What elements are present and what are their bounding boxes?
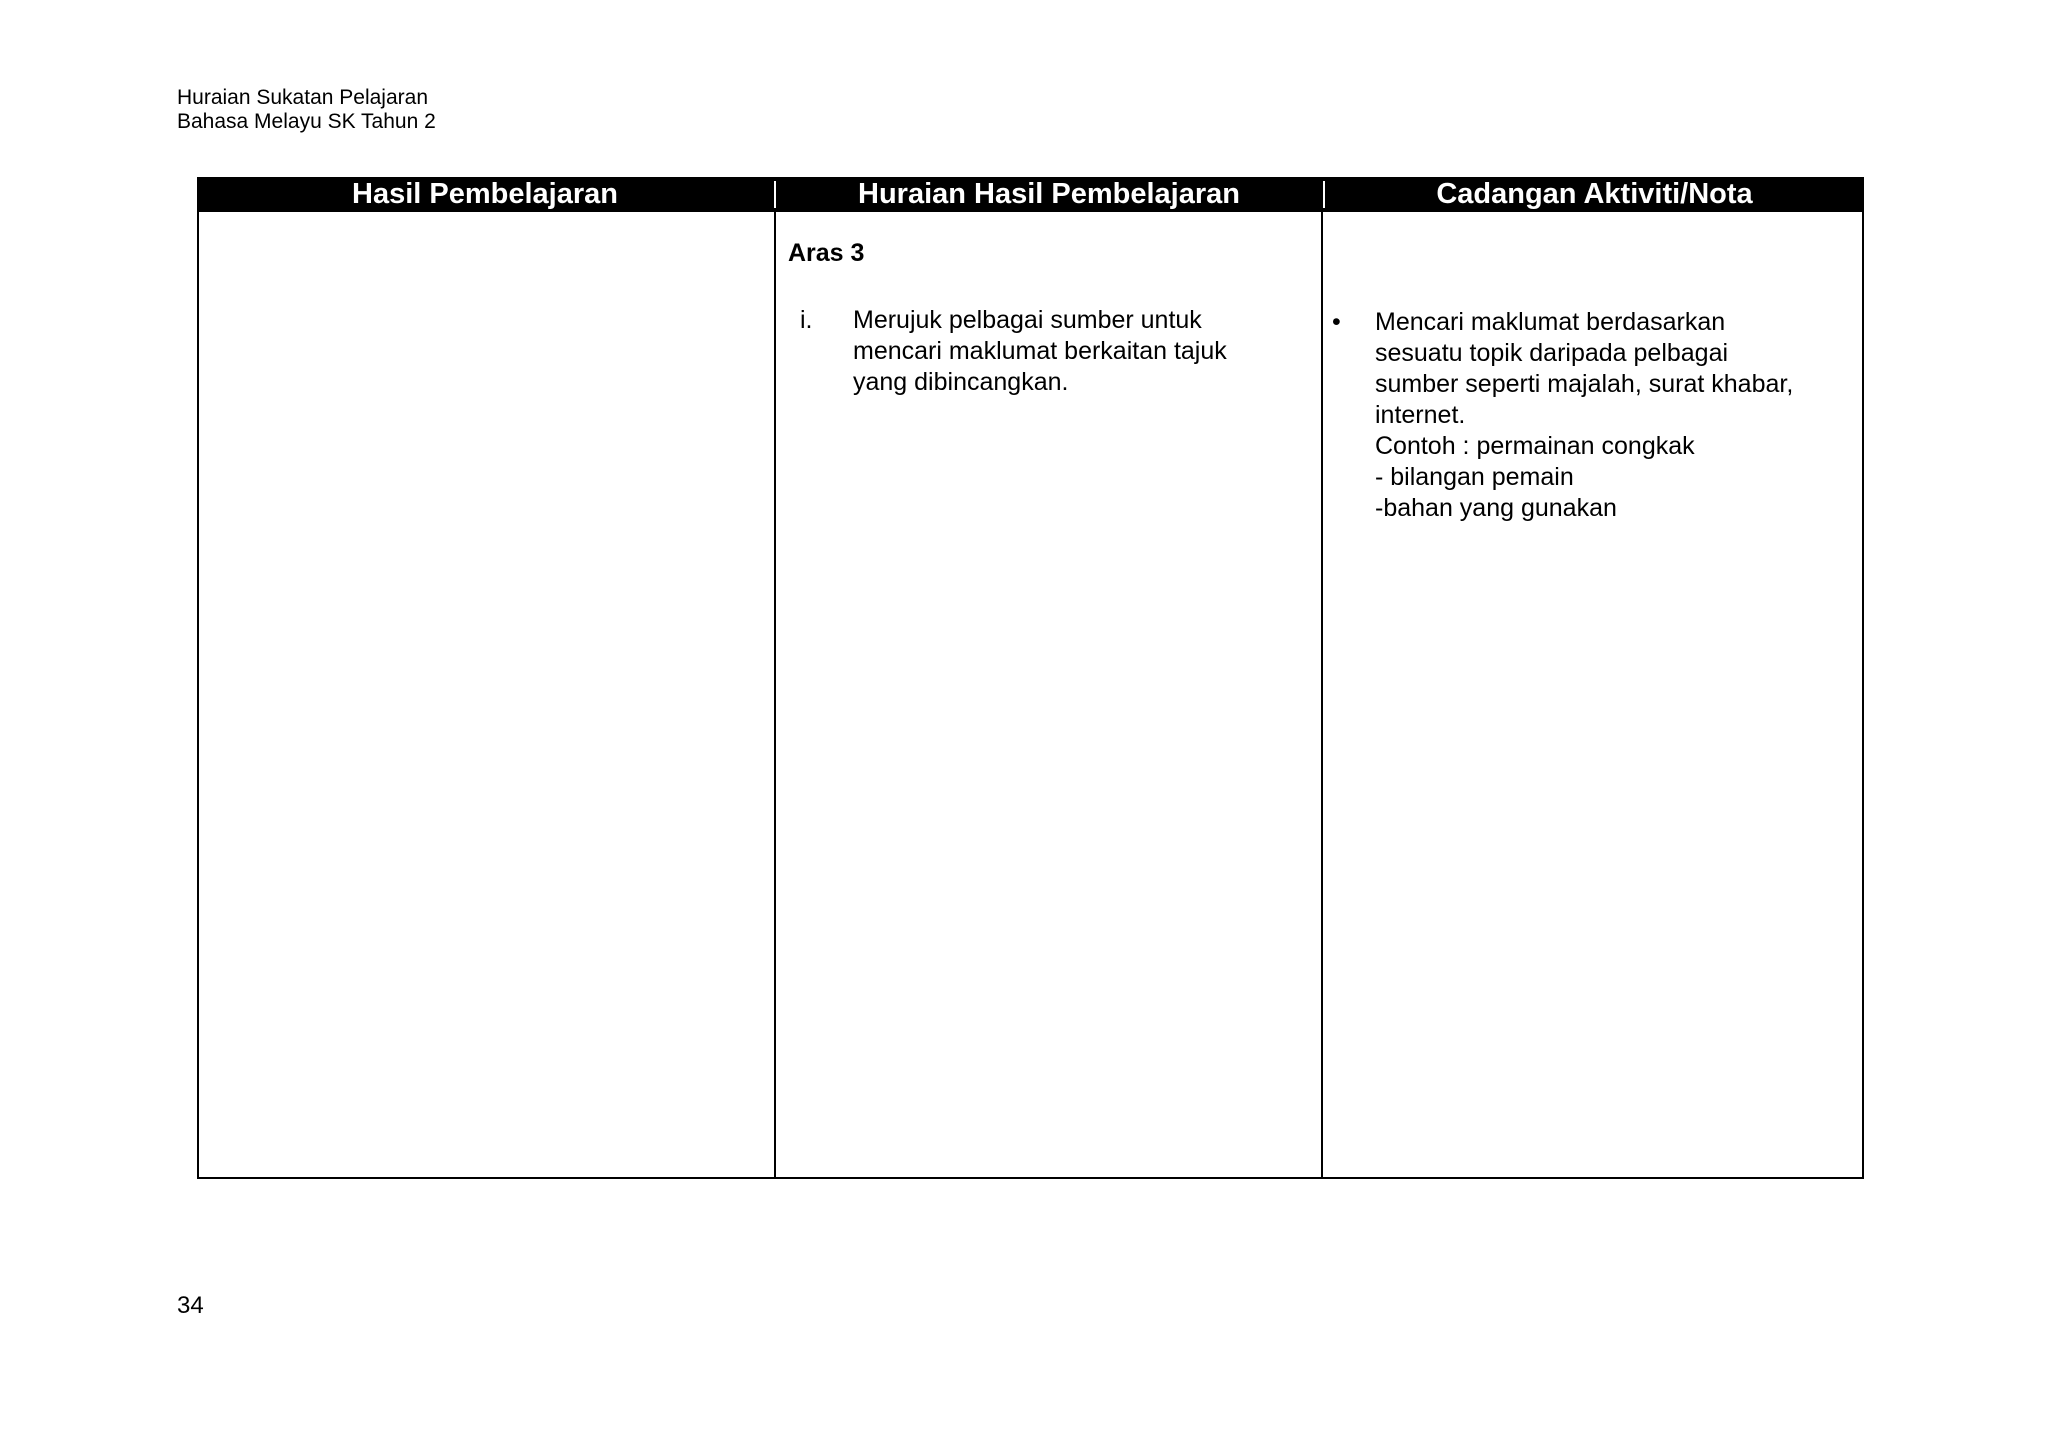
level-title: Aras 3 (788, 239, 865, 267)
activity-line: sesuatu topik daripada pelbagai (1375, 339, 1729, 367)
activity-line: internet. (1375, 401, 1466, 429)
page-header (177, 86, 436, 134)
column-divider (1321, 212, 1323, 1177)
activity-line: - bilangan pemain (1375, 463, 1574, 491)
column-divider (774, 212, 776, 1177)
column-header-huraian: Huraian Hasil Pembelajaran (858, 178, 1240, 210)
header-line-1: Huraian Sukatan Pelajaran (177, 86, 428, 109)
item-line: mencari maklumat berkaitan tajuk (853, 337, 1227, 365)
item-text (853, 305, 1273, 398)
activity-line: sumber seperti majalah, surat khabar, (1375, 370, 1794, 398)
bullet-icon: • (1332, 308, 1341, 336)
column-header-cadangan: Cadangan Aktiviti/Nota (1436, 178, 1753, 210)
table-header-row (197, 177, 1864, 212)
column-header-hasil-pembelajaran: Hasil Pembelajaran (352, 178, 618, 210)
header-line-2: Bahasa Melayu SK Tahun 2 (177, 110, 436, 133)
activity-line: Contoh : permainan congkak (1375, 432, 1695, 460)
page-number: 34 (177, 1292, 204, 1319)
activity-text (1375, 307, 1855, 524)
syllabus-table (197, 177, 1864, 1179)
item-number: i. (800, 306, 813, 334)
item-line: yang dibincangkan. (853, 368, 1069, 396)
activity-line: -bahan yang gunakan (1375, 494, 1617, 522)
activity-line: Mencari maklumat berdasarkan (1375, 308, 1726, 336)
item-line: Merujuk pelbagai sumber untuk (853, 306, 1202, 334)
